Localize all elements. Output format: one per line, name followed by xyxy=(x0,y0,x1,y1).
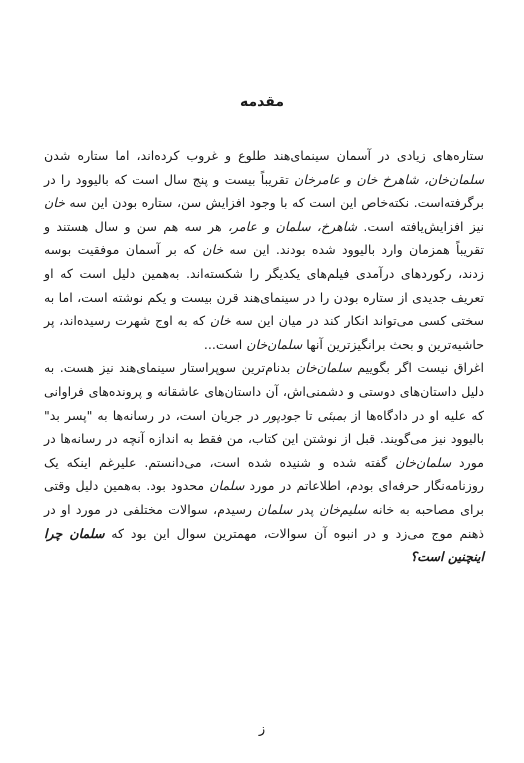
emphasized-text-run: خان xyxy=(202,242,224,258)
text-run: است... xyxy=(203,336,247,352)
text-run: ستاره‌های زیادی در آسمان سینمای‌هند طلوع و غروب کرده‌اند، اما ستاره شدن xyxy=(44,148,484,163)
emphasized-text-run: شاهرخ، سلمان و عامر، xyxy=(227,218,358,234)
text-run: محدود بود. به‌همین دلیل وقتی برای مصاحبه به خانه xyxy=(44,478,484,517)
emphasized-text-run: سلمان‌خان xyxy=(395,454,452,470)
emphasized-text-run: خان xyxy=(44,195,65,211)
text-run: گفته شده و شنیده شده است، می‌دانستم. علیرغم اینکه یک روزنامه‌نگار حرفه‌ای بودم، اطلاعاتم در مورد xyxy=(44,454,485,494)
body-text xyxy=(44,144,484,569)
emphasized-text-run: سلمان xyxy=(257,501,293,517)
text-run: رسیدم، سوالات مختلفی در مورد او در ذهنم موج می‌زد و در انبوه آن سوالات، مهمترین سوال این بود که xyxy=(44,501,484,541)
page-title: مقدمه xyxy=(240,94,284,110)
text-run: هر سه هم سن و سال هستند و تقریباً همزمان وارد بالیوود شده بودند. این سه xyxy=(44,218,484,258)
text-run: اغراق نیست اگر بگوییم xyxy=(351,360,484,376)
emphasized-text-run: جودپور xyxy=(264,407,301,423)
emphasized-text-run: بمبئی xyxy=(317,407,347,423)
text-run: بدنام‌ترین سوپراستار سینمای‌هند نیز هست. به دلیل داستان‌های دوستی و دشمنی‌اش، آن داستان‌های عاشقانه و پرونده‌های فراوانی که علیه او در دادگاه‌ها از xyxy=(44,360,484,423)
text-run: نیز افزایش‌یافته است. xyxy=(357,218,484,234)
emphasized-text-run: سلمان‌خان xyxy=(295,360,352,376)
emphasized-text-run: سلمان‌خان، شاهرخ خان و عامرخان xyxy=(294,171,485,187)
paragraph-1 xyxy=(44,144,484,356)
emphasized-text-run: سلمان چرا اینچنین است؟ xyxy=(44,525,484,565)
text-run: که بر آسمان موفقیت بوسه زدند، رکوردهای درآمدی فیلم‌های یکدیگر را شکسته‌اند. به‌همین دلیل است که او تعریف جدیدی از ستاره بودن را در سینمای‌هند قرن بیست و یکم نوشته است، اما به سختی کسی می‌تواند انکار کند در میان این سه xyxy=(44,242,484,329)
emphasized-text-run: سلمان‌خان xyxy=(246,336,303,352)
emphasized-text-run: سلیم‌خان xyxy=(319,501,367,517)
page-number: ز xyxy=(258,722,266,737)
emphasized-text-run: سلمان xyxy=(209,478,245,494)
text-run: که به اوج شهرت رسیده‌اند، پر حاشیه‌ترین و بحث برانگیزترین آنها xyxy=(44,313,484,352)
text-run: تقریباً بیست و پنج سال است که بالیوود را در برگرفته‌است. نکته‌خاص این است که با وجود افزایش سن، ستاره بودن این سه xyxy=(44,171,484,211)
text-run: تا xyxy=(300,407,318,423)
emphasized-text-run: خان xyxy=(209,313,231,329)
text-run: در جریان است، در رسانه‌ها به "پسر بد" بالیوود نیز می‌گویند. قبل از نوشتن این کتاب، من فقط به اندازه آنچه در رسانه‌ها در مورد xyxy=(44,407,484,470)
paragraph-2 xyxy=(44,356,484,568)
text-run: پدر xyxy=(292,501,320,517)
